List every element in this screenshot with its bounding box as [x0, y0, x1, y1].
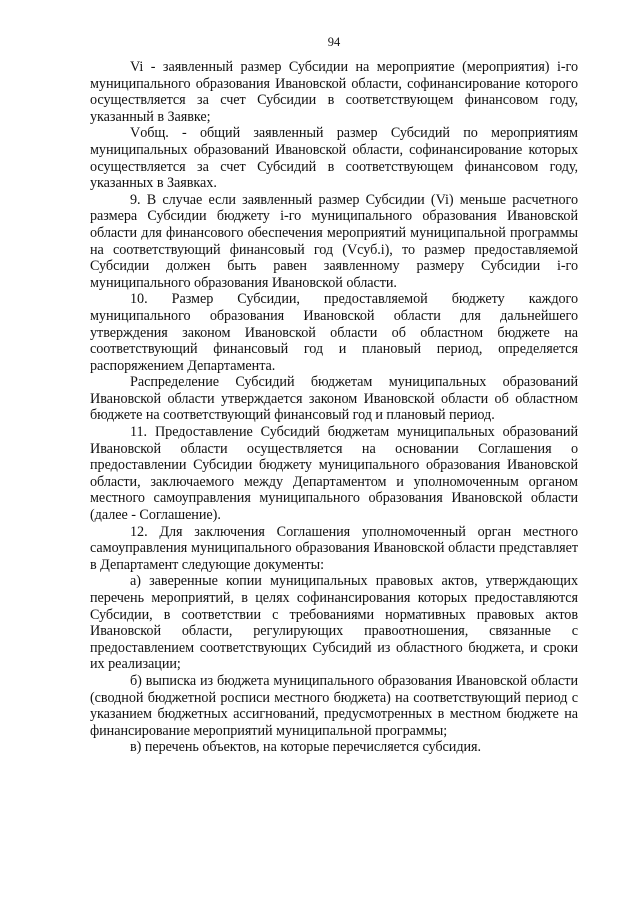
paragraph-item-v: в) перечень объектов, на которые перечисляется субсидия. [130, 739, 482, 756]
paragraph-clause-11: 11. Предоставление Субсидий бюджетам муниципальных образований Ивановской области осуществляется на основании Соглашения о предоставлении Субсидии бюджету муниципального образования Ивановской области, заключаемого между Департаментом и уполномоченным органом местного самоуправления муниципального образования Ивановской области (далее - Соглашение). [90, 424, 578, 524]
paragraph-clause-9: 9. В случае если заявленный размер Субсидии (Vi) меньше расчетного размера Субсидии бюджету i-го муниципального образования Ивановской области для финансового обеспечения мероприятий муниципальной программы на соответствующий финансовый год (Vсуб.i), то размер предоставляемой Субсидии должен быть равен заявленному размеру Субсидии i-го муниципального образования Ивановской области. [90, 191, 578, 291]
paragraph-clause-12: 12. Для заключения Соглашения уполномоченный орган местного самоуправления муниципального образования Ивановской области представляет в Департамент следующие документы: [90, 523, 578, 573]
paragraph-clause-10: 10. Размер Субсидии, предоставляемой бюджету каждого муниципального образования Ивановской области для дальнейшего утверждения законом Ивановской области об областном бюджете на соответствующий финансовый год и плановый период, определяется распоряжением Департамента. [90, 291, 578, 374]
paragraph-vobsch-definition: Vобщ. - общий заявленный размер Субсидий по мероприятиям муниципальных образований Ивановской области, софинансирование которых осуществляется за счет Субсидий в соответствующем финансовом году, указанных в Заявках. [90, 125, 578, 192]
paragraph-vi-definition: Vi - заявленный размер Субсидии на мероприятие (мероприятия) i-го муниципального образования Ивановской области, софинансирование которого осуществляется за счет Субсидии в соответствующем финансовом году, указанный в Заявке; [90, 59, 578, 125]
page-number: 94 [327, 35, 341, 49]
document-page [90, 34, 578, 756]
paragraph-item-b: б) выписка из бюджета муниципального образования Ивановской области (сводной бюджетной росписи местного бюджета) на соответствующий период с указанием бюджетных ассигнований, предусмотренных в местном бюджете на финансирование мероприятий муниципальной программы; [90, 672, 578, 739]
paragraph-distribution: Распределение Субсидий бюджетам муниципальных образований Ивановской области утверждается законом Ивановской области об областном бюджете на соответствующий финансовый год и плановый период. [90, 374, 578, 424]
paragraph-item-a: а) заверенные копии муниципальных правовых актов, утверждающих перечень мероприятий, в целях софинансирования которых предоставляются Субсидии, в соответствии с требованиями нормативных правовых актов Ивановской области, регулирующих правоотношения, связанные с предоставлением соответствующих Субсидий из областного бюджета, и сроки их реализации; [90, 573, 578, 673]
